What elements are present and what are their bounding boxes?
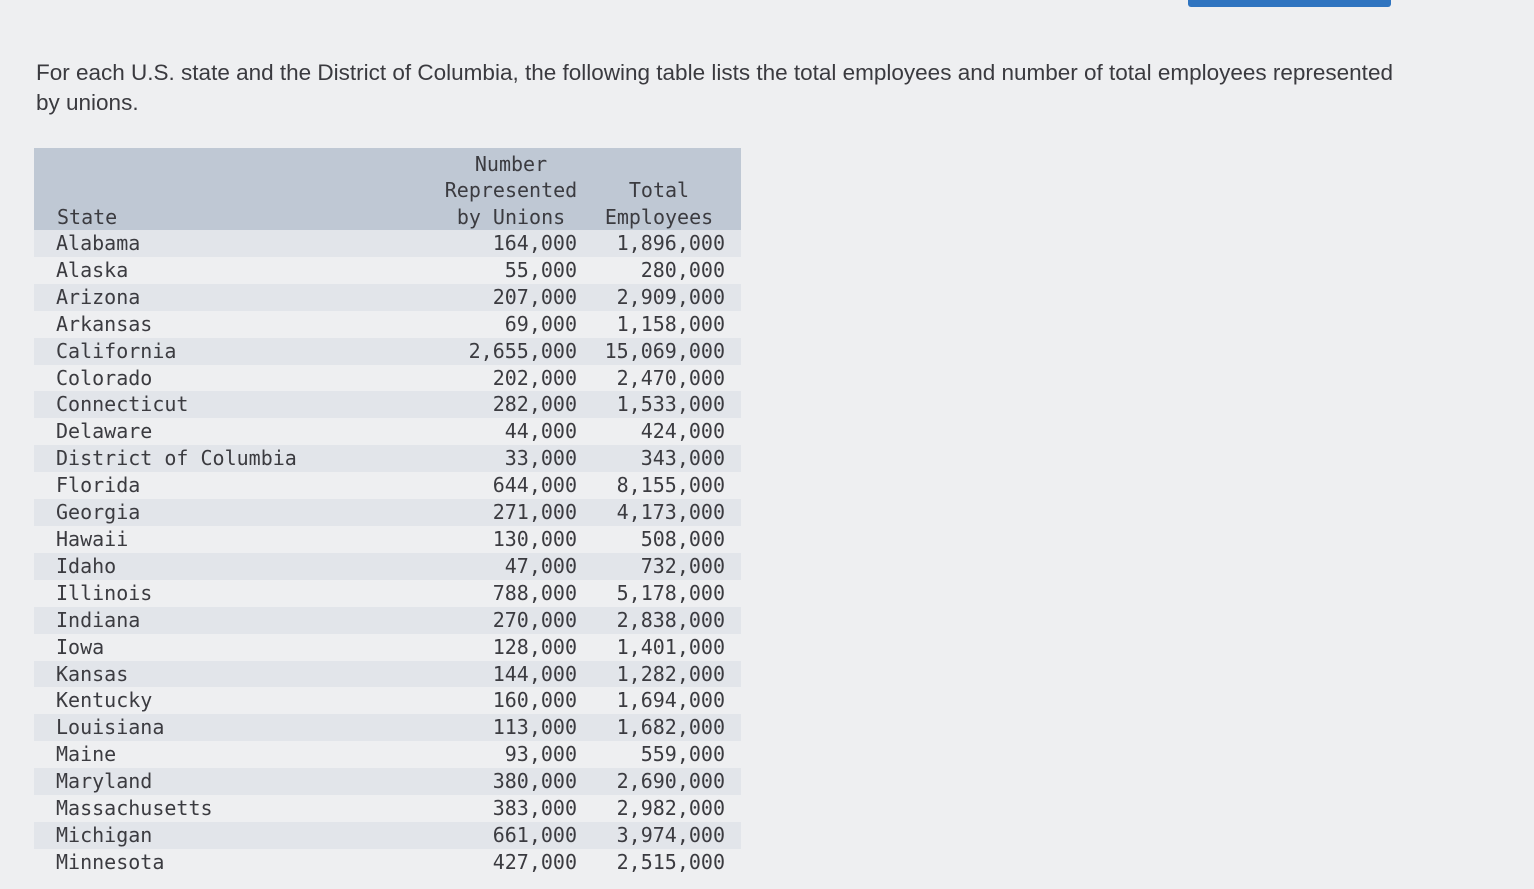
total-employees-cell: 1,533,000 [591,391,741,418]
state-cell: Connecticut [34,391,431,418]
total-employees-cell: 732,000 [591,553,741,580]
state-cell: Georgia [34,499,431,526]
header-number-line1: Number [474,151,548,176]
state-cell: Colorado [34,365,431,392]
unions-cell: 44,000 [431,418,591,445]
total-employees-cell: 1,158,000 [591,311,741,338]
total-employees-cell: 2,515,000 [591,849,741,876]
total-employees-cell: 424,000 [591,418,741,445]
table-row [34,768,741,795]
unions-cell: 788,000 [431,580,591,607]
state-cell: Arkansas [34,311,431,338]
state-cell: Maryland [34,768,431,795]
table-row [34,580,741,607]
state-cell: Maine [34,741,431,768]
unions-cell: 33,000 [431,445,591,472]
unions-cell: 270,000 [431,607,591,634]
state-cell: Minnesota [34,849,431,876]
unions-cell: 644,000 [431,472,591,499]
unions-cell: 160,000 [431,687,591,714]
unions-cell: 2,655,000 [431,338,591,365]
unions-cell: 130,000 [431,526,591,553]
table-row [34,553,741,580]
intro-paragraph: For each U.S. state and the District of Columbia, the following table lists the total employees and number of total employees represented by unions. [36,60,1393,115]
state-cell: Alaska [34,257,431,284]
table-row [34,338,741,365]
table-row [34,741,741,768]
state-cell: Delaware [34,418,431,445]
header-state: State [34,148,431,230]
union-employees-table [34,148,741,876]
state-cell: Kansas [34,661,431,688]
total-employees-cell: 1,694,000 [591,687,741,714]
table-body [34,230,741,876]
table-row [34,607,741,634]
state-cell: Hawaii [34,526,431,553]
table-row [34,849,741,876]
state-cell: Iowa [34,634,431,661]
total-employees-cell: 8,155,000 [591,472,741,499]
unions-cell: 144,000 [431,661,591,688]
total-employees-cell: 15,069,000 [591,338,741,365]
total-employees-cell: 1,682,000 [591,714,741,741]
table-row [34,634,741,661]
header-number-represented [431,148,591,230]
table-row [34,391,741,418]
unions-cell: 202,000 [431,365,591,392]
header-total-employees [591,148,741,230]
table-row [34,714,741,741]
state-cell: Massachusetts [34,795,431,822]
state-cell: Louisiana [34,714,431,741]
table-row [34,687,741,714]
header-total-line2: Employees [604,204,714,229]
table-row [34,418,741,445]
state-cell: Illinois [34,580,431,607]
state-cell: Kentucky [34,687,431,714]
total-employees-cell: 2,690,000 [591,768,741,795]
state-cell: Idaho [34,553,431,580]
total-employees-cell: 1,282,000 [591,661,741,688]
unions-cell: 271,000 [431,499,591,526]
table-row [34,499,741,526]
unions-cell: 661,000 [431,822,591,849]
table-header-row [34,148,741,230]
table-row [34,445,741,472]
unions-cell: 69,000 [431,311,591,338]
unions-cell: 113,000 [431,714,591,741]
unions-cell: 47,000 [431,553,591,580]
unions-cell: 380,000 [431,768,591,795]
unions-cell: 427,000 [431,849,591,876]
table-row [34,257,741,284]
total-employees-cell: 2,838,000 [591,607,741,634]
total-employees-cell: 559,000 [591,741,741,768]
unions-cell: 383,000 [431,795,591,822]
total-employees-cell: 280,000 [591,257,741,284]
state-cell: Michigan [34,822,431,849]
top-action-button[interactable] [1188,0,1391,7]
unions-cell: 55,000 [431,257,591,284]
table-row [34,822,741,849]
table-row [34,230,741,257]
state-cell: Arizona [34,284,431,311]
total-employees-cell: 3,974,000 [591,822,741,849]
unions-cell: 164,000 [431,230,591,257]
total-employees-cell: 508,000 [591,526,741,553]
total-employees-cell: 5,178,000 [591,580,741,607]
table-row [34,661,741,688]
header-number-line3: by Unions [456,204,566,229]
state-cell: Indiana [34,607,431,634]
total-employees-cell: 1,401,000 [591,634,741,661]
table-row [34,472,741,499]
total-employees-cell: 2,982,000 [591,795,741,822]
unions-cell: 207,000 [431,284,591,311]
unions-cell: 93,000 [431,741,591,768]
total-employees-cell: 343,000 [591,445,741,472]
total-employees-cell: 2,909,000 [591,284,741,311]
table-row [34,526,741,553]
total-employees-cell: 2,470,000 [591,365,741,392]
table-row [34,795,741,822]
state-cell: California [34,338,431,365]
table-row [34,311,741,338]
state-cell: Alabama [34,230,431,257]
unions-cell: 282,000 [431,391,591,418]
header-total-line1: Total [628,178,690,202]
state-cell: District of Columbia [34,445,431,472]
total-employees-cell: 1,896,000 [591,230,741,257]
table-row [34,365,741,392]
header-number-line2: Represented [444,178,578,202]
state-cell: Florida [34,472,431,499]
unions-cell: 128,000 [431,634,591,661]
total-employees-cell: 4,173,000 [591,499,741,526]
table-row [34,284,741,311]
